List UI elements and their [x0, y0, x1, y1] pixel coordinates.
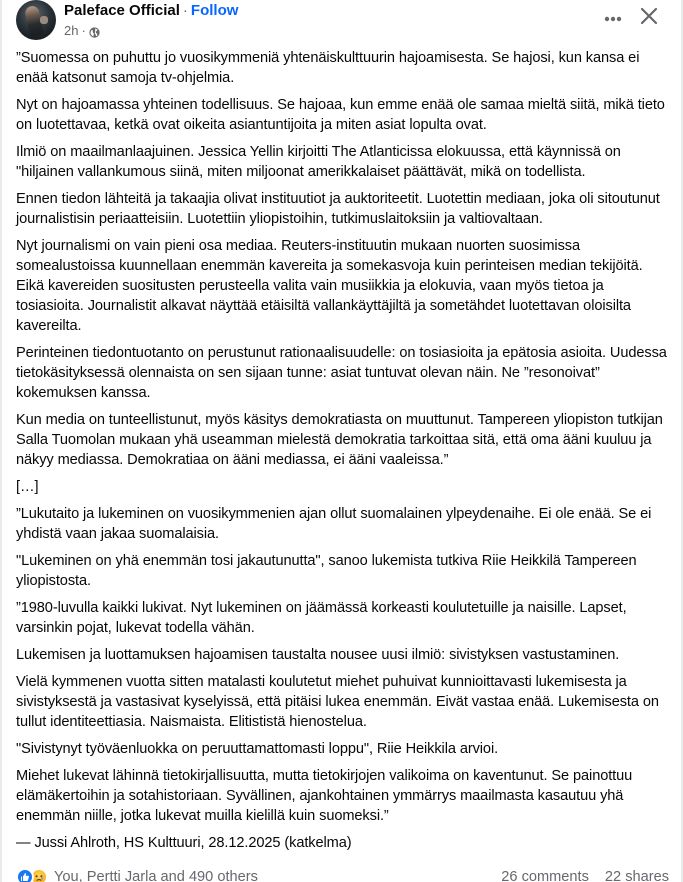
- post-paragraph: Perinteinen tiedontuotanto on perustunut rationaalisuudelle: on tosiasioita ja epätosia asioita. Uudessa tietokäsityksessä olennaista on sen sijaan tunne: asiat tuntuvat olevan näin. Ne ”resonoivat” kokemuksen kanssa.: [16, 345, 667, 401]
- close-icon: [640, 7, 658, 30]
- post-paragraph: "Sivistynyt työväenluokka on peruuttamattomasti loppu", Riie Heikkila arvioi.: [16, 741, 499, 757]
- like-icon: [16, 868, 34, 882]
- post-paragraph: "Lukeminen on yhä enemmän tosi jakautunutta", sanoo lukemista tutkiva Riie Heikkilä Tampereen yliopistosta.: [16, 553, 637, 589]
- post-paragraph: Miehet lukevat lähinnä tietokirjallisuutta, mutta tietokirjojen valikoima on kaventunut. Se painottuu elämäkertoihin ja sotahistoriaan. Syvällinen, ajankohtainen ymmärrys maailmasta kasautuu yhä enemmän niille, jotka lukevat muilla kielillä kuin suomeksi.”: [16, 768, 633, 824]
- author-line: [64, 1, 238, 20]
- engagement-stats: [501, 867, 669, 882]
- post-paragraph: Vielä kymmenen vuotta sitten matalasti koulutetut miehet puhuivat kunnioittavasti lukemisesta ja sivistyksestä ja vastasivat kyselyissä, että pitäisi lukea enemmän. Eivät vastaa enää. Lukemisesta on tullut identiteettiasia. Naismaista. Elitististä hienostelua.: [16, 674, 659, 730]
- reactions-text[interactable]: You, Pertti Jarla and 490 others: [54, 869, 258, 882]
- reactions-summary[interactable]: [16, 867, 258, 882]
- post-attribution: — Jussi Ahlroth, HS Kulttuuri, 28.12.2025 (katkelma): [16, 835, 352, 851]
- follow-button[interactable]: Follow: [190, 2, 239, 19]
- close-button[interactable]: [637, 6, 661, 30]
- separator: ·: [182, 2, 188, 19]
- post-paragraph: […]: [16, 479, 39, 495]
- avatar-hand: [40, 16, 48, 24]
- post-paragraph: ”1980-luvulla kaikki lukivat. Nyt lukeminen on jäämässä korkeasti koulutetuille ja naisille. Lapset, varsinkin pojat, lukevat todella vähän.: [16, 600, 627, 636]
- post-paragraph: Kun media on tunteellistunut, myös käsitys demokratiasta on muuttunut. Tampereen yliopiston tutkijan Salla Tuomolan mukaan yhä useamman mielestä demokratia tarkoittaa sitä, että oma ääni kuuluu ja näkyy mediassa. Demokratiaa on ääni mediassa, ei ääni vaaleissa.”: [16, 412, 663, 468]
- more-options-button[interactable]: [601, 6, 625, 30]
- comments-count[interactable]: 26 comments: [501, 869, 589, 882]
- post-header: [16, 0, 667, 42]
- post-paragraph: Nyt journalismi on vain pieni osa mediaa. Reuters-instituutin mukaan nuorten suosimissa somealustoissa kuunnellaan enemmän kavereita ja somekasvoja kuin perinteisen median tekijöitä. Eikä kavereiden suositusten perusteella valita vain musiikkia ja elokuvia, vaan myös tietoa ja tosiasioita. Journalistit alkavat näyttää etäisiltä vallankäyttäjiltä ja sometähdet luotettavan oloisilta kavereilta.: [16, 238, 643, 334]
- post-footer: [16, 866, 669, 882]
- post-paragraph: Nyt on hajoamassa yhteinen todellisuus. Se hajoaa, kun emme enää ole samaa mieltä siitä, mikä tieto on luotettavaa, ketkä ovat oikeita asiantuntijoita ja miten asiat lopulta ovat.: [16, 97, 665, 133]
- post-body: [16, 48, 671, 860]
- post-paragraph: Ennen tiedon lähteitä ja takaajia olivat instituutiot ja auktoriteetit. Luotettin mediaan, joka oli sitoutunut journalistisin periaatteisiin. Luotettiin yliopistoihin, tutkimuslaitoksiin ja valtiovaltaan.: [16, 191, 660, 227]
- author-name[interactable]: Paleface Official: [64, 2, 180, 19]
- meta-separator: ·: [81, 23, 86, 38]
- globe-icon: [89, 25, 100, 36]
- post-paragraph: ”Lukutaito ja lukeminen on vuosikymmenien ajan ollut suomalainen ylpeydenaihe. Ei ole enää. Se ei yhdistä vaan jakaa suomalaisia.: [16, 506, 652, 542]
- post-paragraph: ”Suomessa on puhuttu jo vuosikymmeniä yhtenäiskulttuurin hajoamisesta. Se hajosi, kun kansa ei enää katsonut samoja tv-ohjelmia.: [16, 50, 640, 86]
- post-time[interactable]: 2h: [64, 23, 79, 38]
- author-avatar[interactable]: [16, 0, 56, 40]
- more-horizontal-icon: [604, 9, 622, 27]
- shares-count[interactable]: 22 shares: [604, 869, 669, 882]
- post-paragraph: Lukemisen ja luottamuksen hajoamisen taustalta nousee uusi ilmiö: sivistyksen vastustaminen.: [16, 647, 620, 663]
- post-meta: [64, 22, 100, 39]
- post-paragraph: Ilmiö on maailmanlaajuinen. Jessica Yellin kirjoitti The Atlanticissa elokuussa, että käynnissä on "hiljainen vallankumous siinä, miten miljoonat amerikkalaiset päättävät, mikä on todellista.: [16, 144, 621, 180]
